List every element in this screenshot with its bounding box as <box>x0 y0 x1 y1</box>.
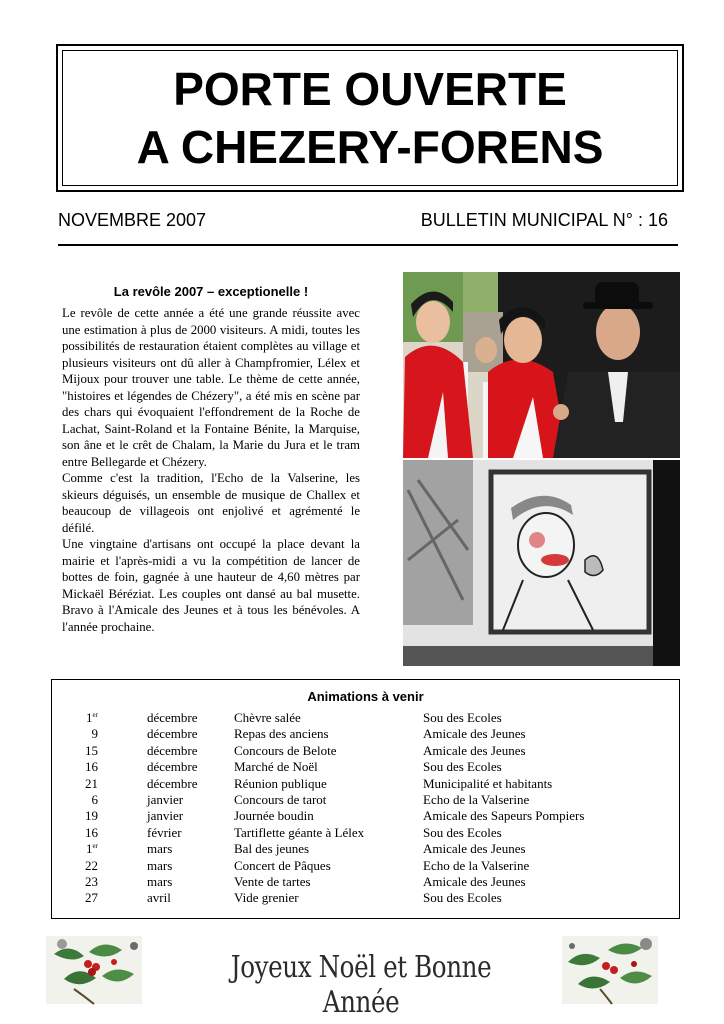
event-day <box>76 825 98 841</box>
event-day-number: 1 <box>86 841 93 857</box>
event-row <box>52 776 679 792</box>
event-day-number: 23 <box>85 873 98 889</box>
issue-date: NOVEMBRE 2007 <box>58 210 207 230</box>
event-month: février <box>147 824 182 840</box>
event-day-suffix: er <box>92 711 98 719</box>
article-paragraph: Comme c'est la tradition, l'Echo de la Valserine, les skieurs déguisés, un ensemble de musique de Challex et beaucoup de villageois ont enjolivé et agrémenté le défilé. <box>62 471 360 535</box>
event-day <box>76 858 98 874</box>
carnival-photo <box>403 272 680 458</box>
event-name: Concert de Pâques <box>234 857 331 873</box>
event-row <box>52 890 679 906</box>
event-day <box>76 759 98 775</box>
event-day <box>76 808 98 824</box>
event-day-number: 6 <box>91 791 98 807</box>
title-line-1: PORTE OUVERTE <box>173 63 567 115</box>
event-day-suffix: er <box>92 842 98 851</box>
title-box <box>56 44 684 192</box>
event-organizer: Municipalité et habitants <box>423 775 553 791</box>
event-row <box>52 759 679 775</box>
event-row <box>52 858 679 874</box>
event-row <box>52 710 679 726</box>
header-divider <box>58 244 678 246</box>
event-month: mars <box>147 857 173 873</box>
event-name: Repas des anciens <box>234 726 329 742</box>
event-organizer: Amicale des Sapeurs Pompiers <box>423 808 585 824</box>
event-month: décembre <box>147 759 198 775</box>
event-day-number: 22 <box>85 857 98 873</box>
event-organizer: Sou des Ecoles <box>423 759 502 775</box>
event-day-number: 16 <box>85 824 98 840</box>
event-day <box>76 776 98 792</box>
event-organizer: Sou des Ecoles <box>423 710 502 725</box>
event-month: janvier <box>147 808 184 824</box>
holly-icon <box>44 934 144 1006</box>
event-day-number: 16 <box>85 759 98 775</box>
event-name: Bal des jeunes <box>234 841 310 857</box>
event-month: avril <box>147 890 171 906</box>
event-row <box>52 726 679 742</box>
event-day-number: 15 <box>85 742 98 758</box>
event-month: décembre <box>147 726 198 742</box>
event-day <box>76 710 98 726</box>
event-row <box>52 841 679 857</box>
event-day-number: 21 <box>85 775 98 791</box>
event-organizer: Amicale des Jeunes <box>423 841 526 857</box>
event-day-number: 9 <box>91 726 98 742</box>
event-day-number: 19 <box>85 808 98 824</box>
event-day <box>76 743 98 759</box>
event-day <box>76 841 98 857</box>
cartoon-float-photo <box>403 460 680 666</box>
event-name: Tartiflette géante à Lélex <box>234 824 365 840</box>
event-month: décembre <box>147 710 198 725</box>
bulletin-number: BULLETIN MUNICIPAL N° : 16 <box>420 210 668 230</box>
event-month: mars <box>147 841 173 857</box>
event-organizer: Echo de la Valserine <box>423 791 530 807</box>
article-paragraph: Le revôle de cette année a été une grande réussite avec une estimation à plus de 2000 visiteurs. A midi, toutes les possibilités de restauration étaient complètes au village et plusieurs visiteurs ont dû aller à Champfromier, Lélex et Mijoux pour trouver une table. Le thème de cette année, "histoires et légendes de Chézery", a été mis en scène par des chars qui évoquaient l'effondrement de la Roche de Lachat, Saint-Roland et la Fontaine Bénite, la Marquise, son âne et le crêt de Chalam, la Marie du Jura et le tram entre Bellegarde et Chézery. <box>62 306 360 469</box>
events-box <box>51 679 680 919</box>
season-greeting: Joyeux Noël et Bonne Année <box>230 950 492 1020</box>
event-name: Marché de Noël <box>234 759 318 775</box>
event-day-number: 1 <box>86 710 93 725</box>
event-name: Journée boudin <box>234 808 314 824</box>
event-month: décembre <box>147 742 198 758</box>
event-day <box>76 792 98 808</box>
event-month: mars <box>147 873 173 889</box>
event-month: décembre <box>147 775 198 791</box>
event-name: Concours de Belote <box>234 742 337 758</box>
event-organizer: Amicale des Jeunes <box>423 742 526 758</box>
event-day-number: 27 <box>85 890 98 906</box>
holly-icon <box>560 934 660 1006</box>
event-name: Vente de tartes <box>234 873 311 889</box>
event-organizer: Sou des Ecoles <box>423 824 502 840</box>
event-day <box>76 890 98 906</box>
event-row <box>52 743 679 759</box>
event-organizer: Sou des Ecoles <box>423 890 502 906</box>
event-row <box>52 874 679 890</box>
events-list <box>52 710 679 907</box>
event-row <box>52 808 679 824</box>
event-month: janvier <box>147 791 184 807</box>
event-row <box>52 792 679 808</box>
event-day <box>76 874 98 890</box>
article-paragraph: Une vingtaine d'artisans ont occupé la place devant la mairie et l'après-midi a vu la compétition de lancer de bottes de foin, gagnée à une hauteur de 4,60 mètres par Mickaël Béréziat. Les couples ont dansé au bal musette. Bravo à l'Amicale des Jeunes et à tous les bénévoles. A l'année prochaine. <box>62 537 360 634</box>
event-name: Vide grenier <box>234 890 299 906</box>
event-row <box>52 825 679 841</box>
event-name: Chèvre salée <box>234 710 301 725</box>
article-body <box>62 305 360 635</box>
events-title: Animations à venir <box>307 689 424 704</box>
event-name: Concours de tarot <box>234 791 327 807</box>
title-line-2: A CHEZERY-FORENS <box>136 121 604 173</box>
event-organizer: Amicale des Jeunes <box>423 873 526 889</box>
event-day <box>76 726 98 742</box>
event-organizer: Amicale des Jeunes <box>423 726 526 742</box>
article-title: La revôle 2007 – exceptionelle ! <box>113 284 309 299</box>
event-organizer: Echo de la Valserine <box>423 857 530 873</box>
event-name: Réunion publique <box>234 775 327 791</box>
